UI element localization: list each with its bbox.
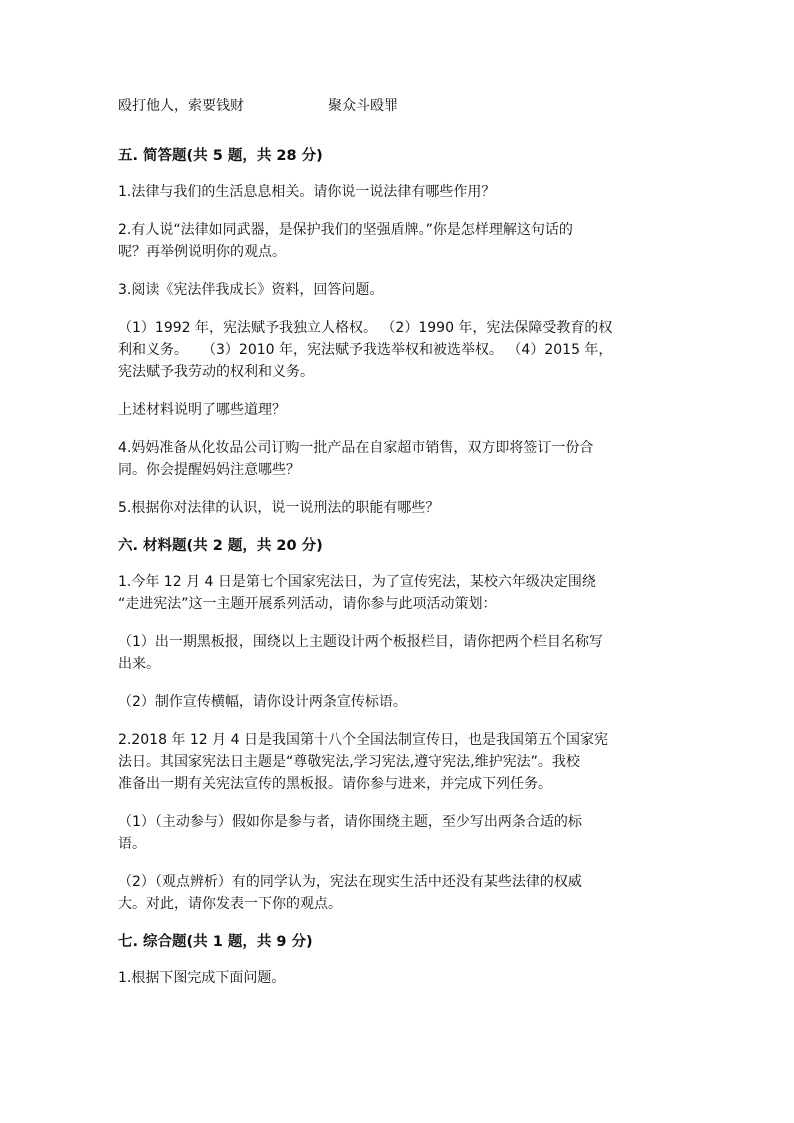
section-7-heading: 七. 综合题(共 1 题，共 9 分) [118, 934, 313, 950]
section-6-material-2-task-2: （2）（观点辨析）有的同学认为，宪法在现实生活中还没有某些法律的权威 大。对此，请你发表一下你的观点。 [118, 874, 582, 912]
section-6-material-1: 1.今年 12 月 4 日是第七个国家宪法日，为了宣传宪法，某校六年级决定围绕 “走进宪法”这一主题开展系列活动，请你参与此项活动策划： [118, 574, 596, 612]
section-6-material-1-task-1: （1）出一期黑板报，围绕以上主题设计两个板报栏目，请你把两个栏目名称写 出来。 [118, 634, 603, 672]
matching-row [118, 95, 678, 117]
section-6-material-2-task-1: （1）（主动参与）假如你是参与者，请你围绕主题，至少写出两条合适的标 语。 [118, 814, 582, 852]
section-6-material-1-task-2: （2）制作宣传横幅，请你设计两条宣传标语。 [118, 694, 407, 710]
matching-left-item: 殴打他人，索要钱财 [118, 98, 244, 114]
section-6-heading: 六. 材料题(共 2 题，共 20 分) [118, 538, 323, 554]
section-5-question-3-material: （1）1992 年，宪法赋予我独立人格权。 （2）1990 年，宪法保障受教育的权 利和义务。 （3）2010 年，宪法赋予我选举权和被选举权。 （4）2015 年， 宪法赋予我劳动的权利和义务。 [118, 320, 613, 380]
section-5-question-1: 1.法律与我们的生活息息相关。请你说一说法律有哪些作用？ [118, 184, 496, 200]
section-5-heading: 五. 简答题(共 5 题，共 28 分) [118, 148, 323, 164]
section-5-question-2: 2.有人说“法律如同武器，是保护我们的坚强盾牌。”你是怎样理解这句话的 呢？再举例说明你的观点。 [118, 222, 573, 260]
section-6-material-2: 2.2018 年 12 月 4 日是我国第十八个全国法制宣传日，也是我国第五个国家宪 法日。其国家宪法日主题是“尊敬宪法,学习宪法,遵守宪法,维护宪法”。我校 准备出一期有关宪法宣传的黑板报。请你参与进来，并完成下列任务。 [118, 732, 608, 792]
section-5-question-4: 4.妈妈准备从化妆品公司订购一批产品在自家超市销售，双方即将签订一份合 同。你会提醒妈妈注意哪些？ [118, 440, 594, 478]
section-5-question-3: 3.阅读《宪法伴我成长》资料，回答问题。 [118, 282, 384, 298]
matching-right-item: 聚众斗殴罪 [328, 98, 398, 114]
exam-page [118, 95, 678, 1005]
section-5-question-5: 5.根据你对法律的认识，说一说刑法的职能有哪些？ [118, 500, 440, 516]
section-7-question-1: 1.根据下图完成下面问题。 [118, 970, 286, 986]
section-5-question-3-prompt: 上述材料说明了哪些道理？ [118, 402, 286, 418]
